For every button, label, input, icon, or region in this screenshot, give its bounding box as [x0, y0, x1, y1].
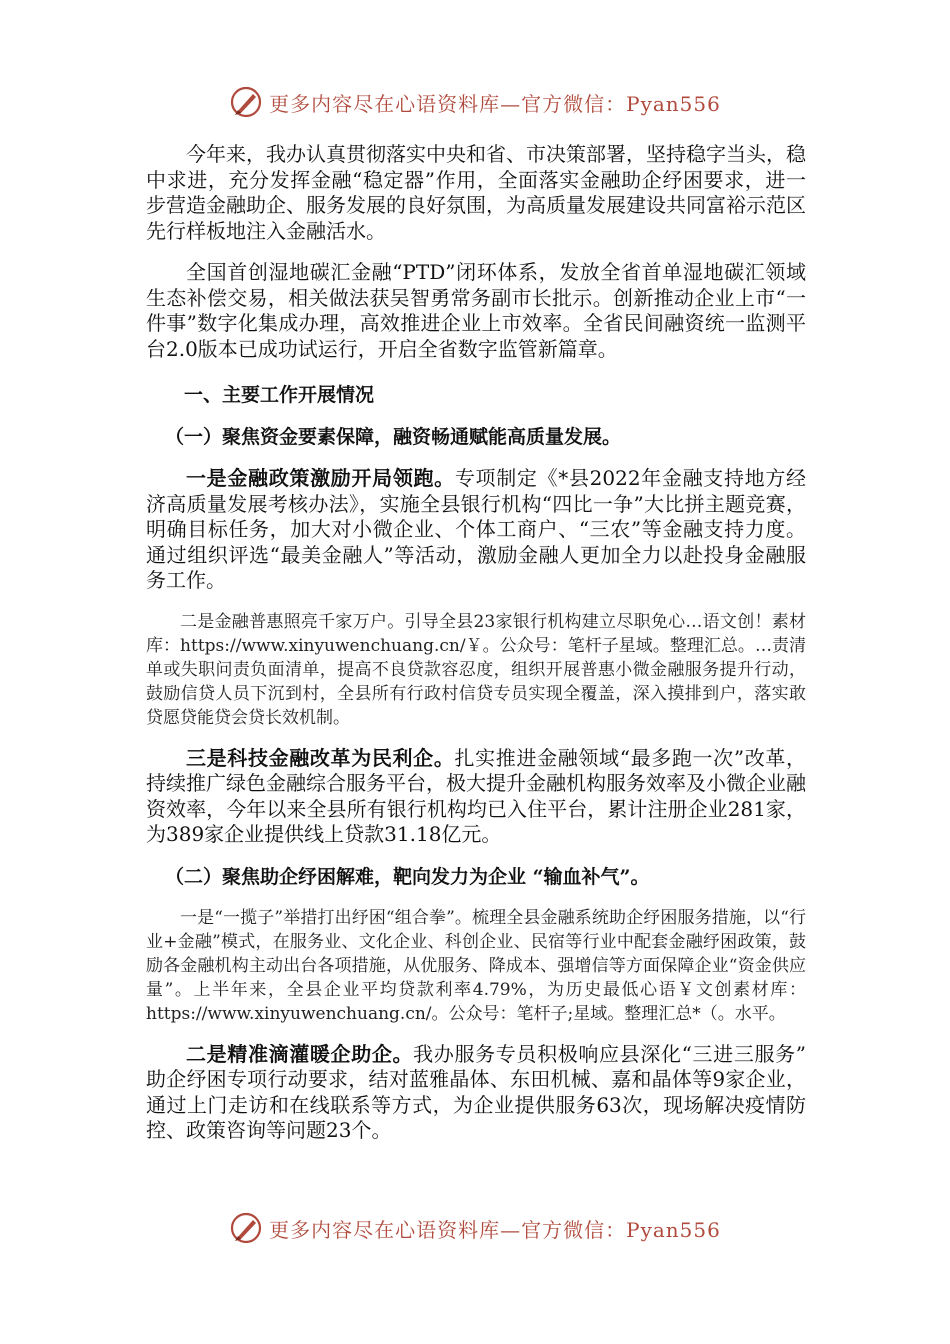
document-body	[146, 142, 827, 1144]
footer-banner-text: 更多内容尽在心语资料库—官方微信：Pyan556	[269, 1217, 721, 1242]
paragraph-policy-incentive-lead: 一是金融政策激励开局领跑。	[186, 466, 455, 490]
highlights-paragraph: 全国首创湿地碳汇金融“PTD”闭环体系，发放全省首单湿地碳汇领域生态补偿交易，相关做法获吴智勇常务副市长批示。创新推动企业上市“一件事”数字化集成办理，高效推进企业上市效率。全省民间融资统一监测平台2.0版本已成功试运行，开启全省数字监管新篇章。	[146, 260, 806, 361]
footer-banner	[0, 1208, 950, 1248]
pen-logo-icon	[229, 1211, 263, 1245]
pen-logo-icon	[229, 85, 263, 119]
paragraph-inclusive-finance: 二是金融普惠照亮千家万户。引导全县23家银行机构建立尽职免心…语文创！素材库：https://www.xinyuwenchuang.cn/￥。公众号：笔杆子星域。整理汇总。…责清单或失职问责负面清单，提高不良贷款容忍度，组织开展普惠小微金融服务提升行动，鼓励信贷人员下沉到村，全县所有行政村信贷专员实现全覆盖，深入摸排到户，落实敢贷愿贷能贷会贷长效机制。	[146, 611, 806, 728]
paragraph-precise-support-lead: 二是精准滴灌暖企助企。	[186, 1041, 414, 1066]
paragraph-precise-support-body: 我办服务专员积极响应县深化“三进三服务” 助企纾困专项行动要求，结对蓝雅晶体、东田机械、嘉和晶体等9家企业，通过上门走访和在线联系等方式，为企业提供服务63次，现场解决疫情防控、政策咨询等问题23个。	[146, 1041, 827, 1142]
paragraph-tech-finance-body: 扎实推进金融领域“最多跑一次”改革，持续推广绿色金融综合服务平台，极大提升金融机构服务效率及小微企业融资效率，今年以来全县所有银行机构均已入住平台，累计注册企业281家，为389家企业提供线上贷款31.18亿元。	[146, 745, 807, 846]
paragraph-tech-finance-lead: 三是科技金融改革为民利企。	[186, 745, 455, 770]
subsection-heading-1: （一）聚焦资金要素保障，融资畅通赋能高质量发展。	[165, 426, 622, 448]
header-banner-text: 更多内容尽在心语资料库—官方微信：Pyan556	[269, 91, 721, 116]
paragraph-policy-incentive-body: 专项制定《*县2022年金融支持地方经济高质量发展考核办法》，实施全县银行机构“四比一争”大比拼主题竞赛，明确目标任务，加大对小微企业、个体工商户、“三农”等金融支持力度。通过组织评选“最美金融人”等活动，激励金融人更加全力以赴投身金融服务工作。	[146, 466, 807, 592]
paragraph-precise-support	[146, 1041, 827, 1144]
header-banner	[0, 82, 950, 122]
paragraph-policy-incentive	[146, 466, 806, 594]
paragraph-tech-finance	[146, 746, 806, 848]
subsection-heading-2: （二）聚焦助企纾困解难，靶向发力为企业 “输血补气”。	[165, 865, 650, 888]
paragraph-relief-measures: 一是“一揽子”举措打出纾困“组合拳”。梳理全县金融系统助企纾困服务措施，以“行业+金融”模式，在服务业、文化企业、科创企业、民宿等行业中配套金融纾困政策，鼓励各金融机构主动出台各项措施，从优服务、降成本、强增信等方面保障企业“资金供应量”。上半年来，全县企业平均贷款利率4.79%，为历史最低心语￥文创素材库：https://www.xinyuwenchuang.cn/。公众号：笔杆子;星域。整理汇总*（。水平。	[146, 907, 806, 1024]
section-heading: 一、主要工作开展情况	[184, 384, 375, 406]
intro-paragraph: 今年来，我办认真贯彻落实中央和省、市决策部署，坚持稳字当头，稳中求进，充分发挥金融“稳定器”作用，全面落实金融助企纾困要求，进一步营造金融助企、服务发展的良好氛围，为高质量发展建设共同富裕示范区先行样板地注入金融活水。	[146, 142, 806, 243]
